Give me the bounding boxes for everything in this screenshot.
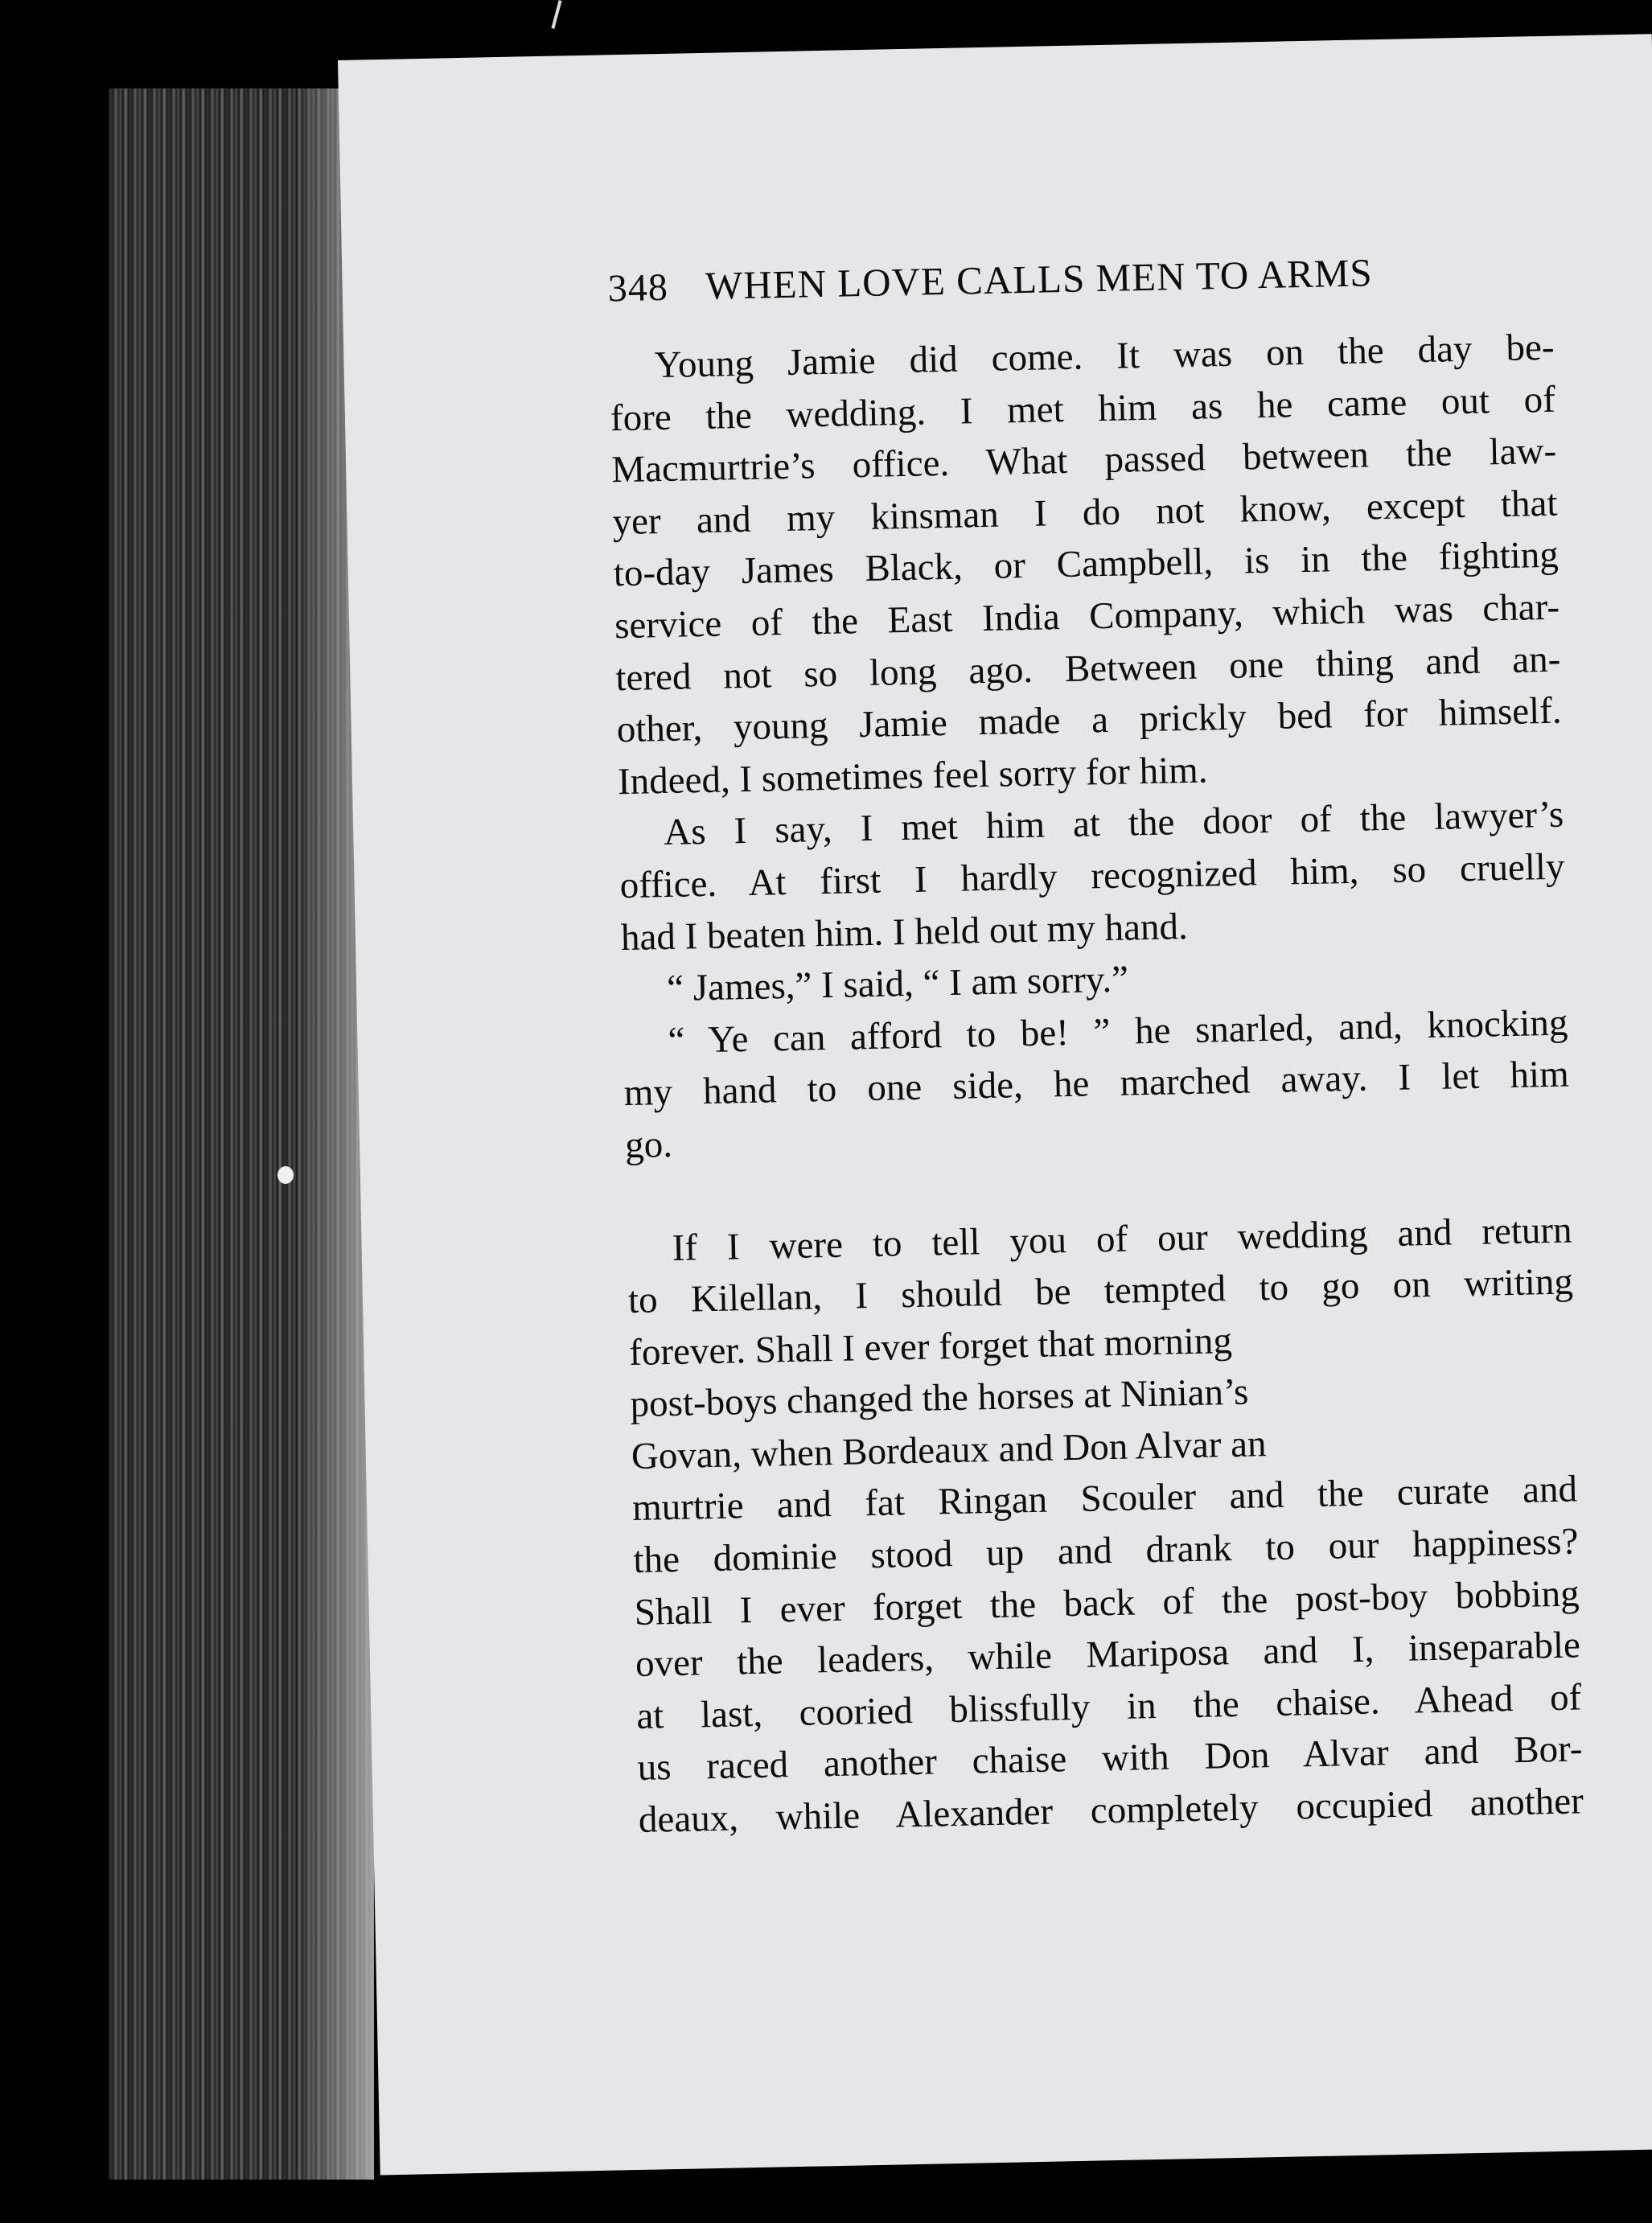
text-line: tered not so long ago. Between one thing and an-	[614, 638, 1561, 699]
text-line: Young Jamie did come. It was on the day be-	[654, 326, 1555, 387]
text-line: the dominie stood up and drank to our happiness?	[632, 1520, 1579, 1582]
text-line: to-day James Black, or Campbell, is in the fighting	[613, 534, 1560, 595]
text-line: other, young Jamie made a prickly bed for himself.	[616, 689, 1563, 751]
page-number: 348	[607, 265, 669, 310]
scan-smudge	[551, 0, 561, 29]
running-head	[607, 241, 1553, 317]
text-line: As I say, I met him at the door of the lawyer’s	[663, 793, 1564, 854]
text-line: over the leaders, while Mariposa and I, inseparable	[635, 1624, 1581, 1686]
text-line: us raced another chaise with Don Alvar and Bor-	[637, 1728, 1583, 1789]
text-line: “ Ye can afford to be! ” he snarled, and, knocking	[668, 1001, 1568, 1062]
book-title-header: WHEN LOVE CALLS MEN TO ARMS	[705, 250, 1374, 308]
text-line: Indeed, I sometimes feel sorry for him.	[617, 749, 1208, 803]
text-line: Govan, when Bordeaux and Don Alvar an	[631, 1423, 1267, 1477]
text-line: murtrie and fat Ringan Scouler and the curate and	[631, 1468, 1578, 1530]
page-text	[607, 241, 1584, 1847]
text-line: service of the East India Company, which was char-	[614, 586, 1560, 647]
text-line: deaux, while Alexander completely occupied another	[638, 1780, 1584, 1841]
text-line: at last, cooried blissfully in the chaise. Ahead of	[635, 1676, 1582, 1737]
text-line: post-boys changed the horses at Ninian’s	[630, 1370, 1249, 1426]
text-line: my hand to one side, he marched away. I let him	[623, 1053, 1570, 1115]
text-line: had I beaten him. I held out my hand.	[620, 905, 1189, 959]
book-page	[338, 34, 1652, 2175]
text-line: “ James,” I said, “ I am sorry.”	[666, 958, 1129, 1010]
dust-speck	[277, 1166, 294, 1184]
text-line: Shall I ever forget the back of the post-boy bobbing	[634, 1572, 1580, 1633]
text-line: forever. Shall I ever forget that morning	[628, 1319, 1233, 1374]
text-line: to Kilellan, I should be tempted to go on writing	[627, 1260, 1574, 1322]
book-page-edges	[109, 88, 374, 2180]
text-line: Macmurtrie’s office. What passed between the law-	[610, 429, 1557, 491]
text-line: fore the wedding. I met him as he came out of	[610, 378, 1556, 439]
text-line: yer and my kinsman I do not know, except that	[612, 482, 1558, 544]
text-line: go.	[624, 1123, 673, 1167]
text-line: office. At first I hardly recognized him, so cruelly	[619, 845, 1565, 907]
text-line: If I were to tell you of our wedding and return	[672, 1209, 1573, 1269]
